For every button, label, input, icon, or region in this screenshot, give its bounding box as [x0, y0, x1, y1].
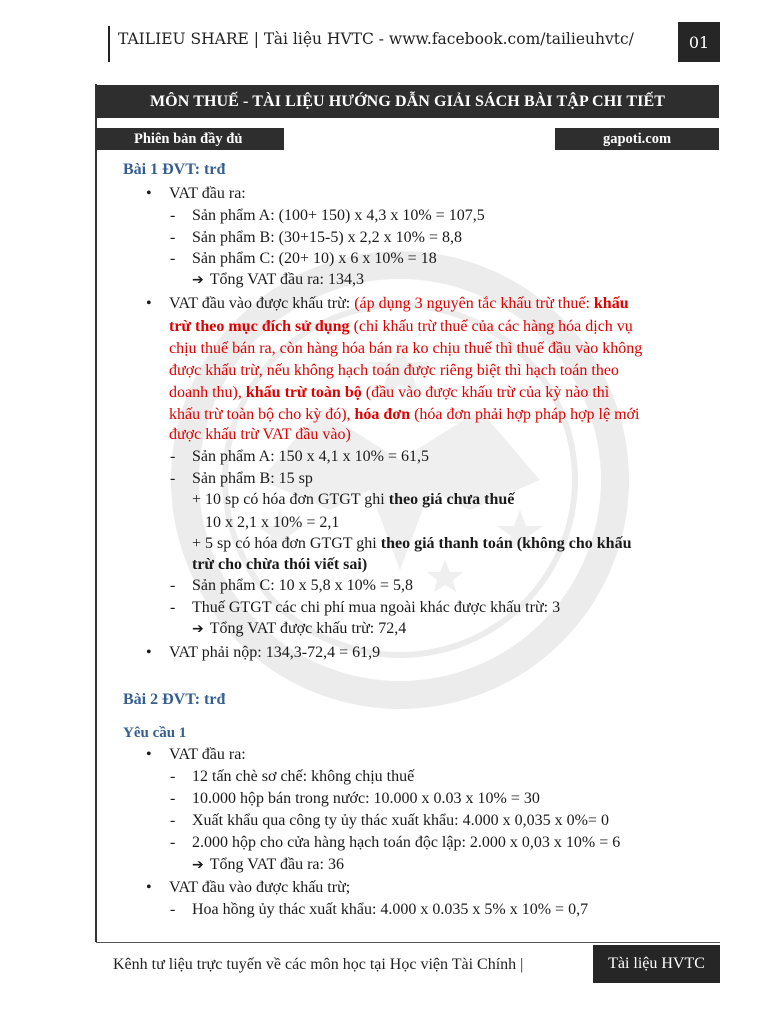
dash-icon: -	[170, 470, 176, 487]
bai1-vao-b1	[192, 490, 514, 510]
bai2-item-4: 2.000 hộp cho cửa hàng hạch toán độc lập: 2.000 x 0,03 x 10% = 6	[192, 834, 621, 851]
bai1-sp-b: Sản phẩm B: (30+15-5) x 2,2 x 10% = 8,8	[192, 229, 463, 246]
bullet-icon: •	[146, 295, 152, 312]
bai1-tong-kt-line	[192, 619, 406, 639]
header-text: TAILIEU SHARE | Tài liệu HVTC - www.facebook.com/tailieuhvtc/	[118, 30, 634, 48]
bai2-heading: Bài 2 ĐVT: trđ	[123, 691, 226, 708]
bai1-kt-line6	[169, 405, 639, 425]
bai2-item-2: 10.000 hộp bán trong nước: 10.000 x 0.03 x 10% = 30	[192, 790, 540, 807]
bai2-tong: Tổng VAT đầu ra: 36	[209, 856, 344, 873]
bai1-vao-b2-cont: trừ cho chừa thói viết sai)	[192, 556, 368, 573]
bai1-vao-other: Thuế GTGT các chi phí mua ngoài khác được khấu trừ: 3	[192, 599, 561, 616]
dash-icon: -	[170, 250, 176, 267]
arrow-right-icon: ➔	[192, 857, 204, 873]
bai1-tong-dau-ra-line	[192, 270, 364, 290]
kt-bold: khấu trừ toàn bộ	[245, 384, 362, 401]
kt-label: VAT đầu vào được khấu trừ:	[169, 295, 355, 312]
bai2-item-3: Xuất khẩu qua công ty ủy thác xuất khẩu: 4.000 x 0,035 x 0%= 0	[192, 812, 609, 829]
bai2-hoa-hong: Hoa hồng ủy thác xuất khẩu: 4.000 x 0.035 x 5% x 10% = 0,7	[192, 901, 589, 918]
dash-icon: -	[170, 901, 176, 918]
bullet-icon: •	[146, 644, 152, 661]
bai2-vao: VAT đầu vào được khấu trừ;	[169, 879, 351, 896]
dash-icon: -	[170, 229, 176, 246]
bullet-icon: •	[146, 746, 152, 763]
site-label[interactable]: gapoti.com	[555, 128, 719, 150]
bai2-item-1: 12 tấn chè sơ chế: không chịu thuế	[192, 768, 415, 785]
bai1-vao-b1-calc: 10 x 2,1 x 10% = 2,1	[205, 514, 340, 531]
page-number: 01	[678, 22, 720, 62]
bai1-vao-b: Sản phẩm B: 15 sp	[192, 470, 313, 487]
document-title: MÔN THUẾ - TÀI LIỆU HƯỚNG DẪN GIẢI SÁCH BÀI TẬP CHI TIẾT	[96, 85, 719, 118]
bai2-tong-line	[192, 855, 344, 875]
kt-text: khấu trừ toàn bộ cho kỳ đó),	[169, 406, 355, 423]
bai1-vat-dau-ra: VAT đầu ra:	[169, 185, 246, 202]
bai1-vao-c: Sản phẩm C: 10 x 5,8 x 10% = 5,8	[192, 577, 414, 594]
kt-text: (hóa đơn phải hợp pháp hợp lệ mới	[410, 406, 640, 423]
header-divider	[108, 26, 110, 62]
bai1-heading: Bài 1 ĐVT: trđ	[123, 161, 226, 178]
dash-icon: -	[170, 790, 176, 807]
kt-text: (áp dụng 3 nguyên tắc khấu trừ thuế:	[354, 295, 594, 312]
kt-text: (đầu vào được khấu trừ của kỳ nào thì	[361, 384, 610, 401]
dash-icon: -	[170, 768, 176, 785]
kt-text: doanh thu),	[169, 384, 246, 401]
arrow-right-icon: ➔	[192, 272, 204, 288]
bai2-yeu-cau: Yêu cầu 1	[123, 725, 187, 741]
bai1-vao-b2	[192, 534, 631, 554]
bai1-tong-dau-ra: Tổng VAT đầu ra: 134,3	[209, 271, 364, 288]
dash-icon: -	[170, 599, 176, 616]
bai1-kt-line4: được khấu trừ, nếu không hạch toán được riêng biệt thì hạch toán theo	[169, 362, 619, 379]
dash-icon: -	[170, 812, 176, 829]
bai1-kt-line3: chịu thuế bán ra, còn hàng hóa bán ra ko chịu thuế thì thuế đầu vào không	[169, 340, 643, 357]
kt-bold: khấu	[593, 295, 629, 312]
arrow-right-icon: ➔	[192, 621, 204, 637]
kt-bold: trừ theo mục đích sử dụng	[169, 318, 350, 335]
version-label: Phiên bản đầy đủ	[96, 128, 284, 150]
bai1-kt-line7: được khấu trừ VAT đầu vào)	[169, 426, 351, 443]
vao-b2-text: + 5 sp có hóa đơn GTGT ghi	[192, 535, 381, 552]
bai1-phai-nop: VAT phải nộp: 134,3-72,4 = 61,9	[169, 644, 381, 661]
vao-b1-text: + 10 sp có hóa đơn GTGT ghi	[192, 491, 389, 508]
footer-text: Kênh tư liệu trực tuyến về các môn học tại Học viện Tài Chính |	[113, 956, 524, 973]
bai1-vao-a: Sản phẩm A: 150 x 4,1 x 10% = 61,5	[192, 448, 430, 465]
vao-b1-bold: theo giá chưa thuế	[388, 491, 515, 508]
dash-icon: -	[170, 448, 176, 465]
footer-badge: Tài liệu HVTC	[593, 945, 720, 983]
kt-bold: hóa đơn	[354, 406, 411, 423]
kt-text: (chỉ khấu trừ thuế của các hàng hóa dịch vụ	[349, 318, 633, 335]
bai2-vat-dau-ra: VAT đầu ra:	[169, 746, 246, 763]
dash-icon: -	[170, 834, 176, 851]
bullet-icon: •	[146, 879, 152, 896]
vao-b2-bold: theo giá thanh toán (không cho khấu	[380, 535, 632, 552]
footer-divider	[96, 942, 720, 943]
dash-icon: -	[170, 207, 176, 224]
bullet-icon: •	[146, 185, 152, 202]
left-margin-rule	[95, 84, 97, 942]
bai1-sp-a: Sản phẩm A: (100+ 150) x 4,3 x 10% = 107,5	[192, 207, 485, 224]
bai1-kt-line5	[169, 383, 609, 403]
bai1-tong-kt: Tổng VAT được khấu trừ: 72,4	[209, 620, 407, 637]
dash-icon: -	[170, 577, 176, 594]
bai1-sp-c: Sản phẩm C: (20+ 10) x 6 x 10% = 18	[192, 250, 437, 267]
bai1-kt-line1	[169, 294, 629, 314]
bai1-kt-line2	[169, 317, 633, 337]
